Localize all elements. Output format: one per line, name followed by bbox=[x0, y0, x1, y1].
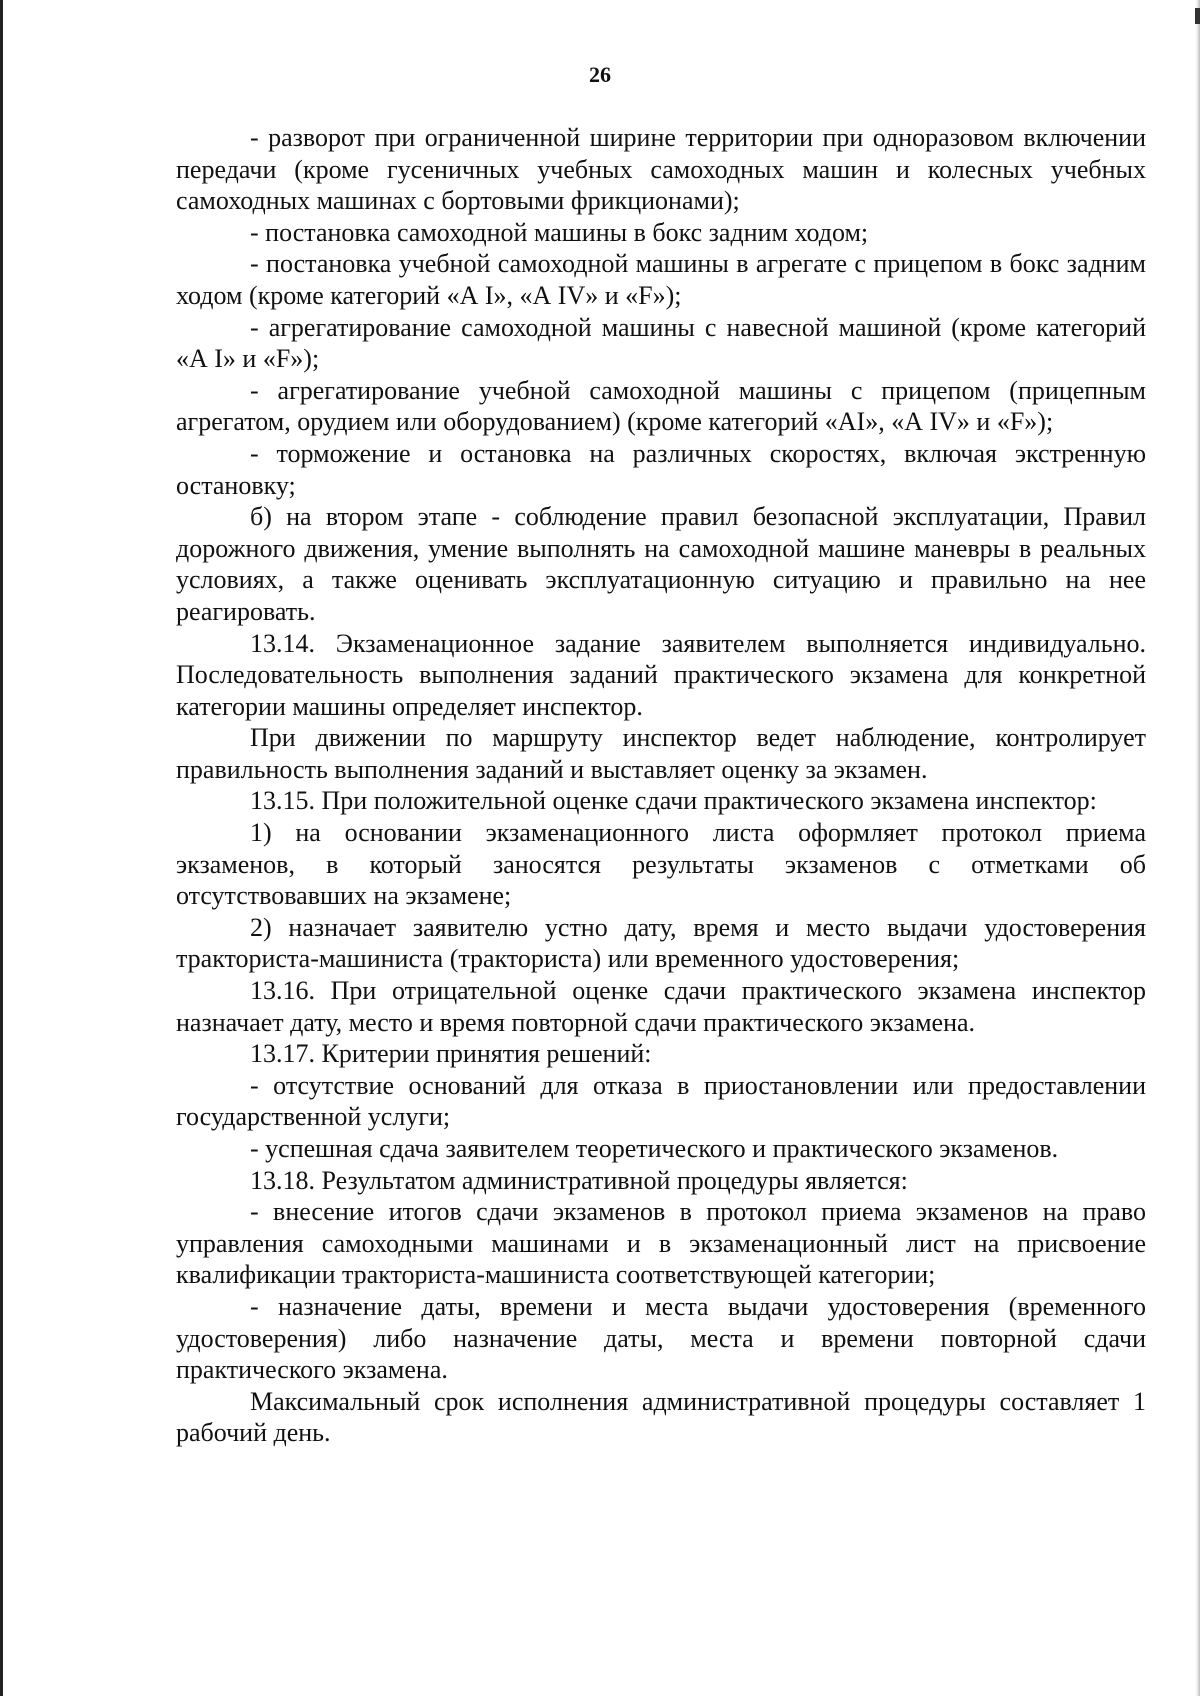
scan-border-right bbox=[1195, 0, 1200, 1696]
paragraph-route-observation: При движении по маршруту инспектор ведет наблюдение, контролирует правильность выполнения заданий и выставляет оценку за экзамен. bbox=[176, 723, 1146, 784]
paragraph-13-17: 13.17. Критерии принятия решений: bbox=[250, 1039, 652, 1069]
scan-border-left bbox=[0, 0, 3, 1696]
paragraph-hitch-mounted: - агрегатирование самоходной машины с навесной машиной (кроме категорий «А I» и «F»); bbox=[176, 312, 1146, 374]
page-number: 26 bbox=[589, 62, 611, 87]
paragraph-13-16: 13.16. При отрицательной оценке сдачи практического экзамена инспектор назначает дату, место и время повторной сдачи практического экзамена. bbox=[176, 976, 1146, 1037]
paragraph-second-stage: б) на втором этапе - соблюдение правил безопасной эксплуатации, Правил дорожного движения, умение выполнять на самоходной машине маневры в реальных условиях, а также оценивать эксплуатационную ситуацию и правильно на нее реагировать. bbox=[176, 502, 1146, 626]
paragraph-13-15: 13.15. При положительной оценке сдачи практического экзамена инспектор: bbox=[250, 786, 1097, 816]
paragraph-13-14: 13.14. Экзаменационное задание заявителем выполняется индивидуально. Последовательность выполнения заданий практического экзамена для конкретной категории машины определяет инспектор. bbox=[176, 628, 1146, 721]
paragraph-box-trailer: - постановка учебной самоходной машины в агрегате с прицепом в бокс задним ходом (кроме категорий «А I», «А IV» и «F»); bbox=[176, 249, 1146, 310]
paragraph-13-18: 13.18. Результатом административной процедуры является: bbox=[250, 1165, 908, 1195]
document-body bbox=[176, 122, 1146, 1449]
paragraph-u-turn: - разворот при ограниченной ширине территории при одноразовом включении передачи (кроме гусеничных учебных самоходных машин и колесных учебных самоходных машинах с бортовыми фрикционами); bbox=[176, 123, 1146, 216]
paragraph-13-15-item-1: 1) на основании экзаменационного листа оформляет протокол приема экзаменов, в который заносятся результаты экзаменов с отметками об отсутствовавших на экзамене; bbox=[176, 818, 1146, 911]
paragraph-braking: - торможение и остановка на различных скоростях, включая экстренную остановку; bbox=[176, 438, 1146, 500]
paragraph-box-reverse: - постановка самоходной машины в бокс задним ходом; bbox=[250, 217, 869, 247]
paragraph-criteria-1: - отсутствие оснований для отказа в приостановлении или предоставлении государственной услуги; bbox=[176, 1070, 1146, 1132]
paragraph-max-term: Максимальный срок исполнения административной процедуры составляет 1 рабочий день. bbox=[176, 1386, 1146, 1448]
paragraph-criteria-2: - успешная сдача заявителем теоретического и практического экзаменов. bbox=[250, 1134, 1059, 1163]
paragraph-result-1: - внесение итогов сдачи экзаменов в протокол приема экзаменов на право управления самоходными машинами и в экзаменационный лист на присвоение квалификации тракториста-машиниста соответствующей категории; bbox=[176, 1197, 1146, 1290]
paragraph-13-15-item-2: 2) назначает заявителю устно дату, время и место выдачи удостоверения тракториста-машиниста (тракториста) или временного удостоверения; bbox=[176, 912, 1146, 974]
paragraph-hitch-trailer: - агрегатирование учебной самоходной машины с прицепом (прицепным агрегатом, орудием или оборудованием) (кроме категорий «AI», «А IV» и «F»); bbox=[176, 375, 1146, 437]
paragraph-result-2: - назначение даты, времени и места выдачи удостоверения (временного удостоверения) либо назначение даты, места и времени повторной сдачи практического экзамена. bbox=[176, 1291, 1146, 1385]
scan-mark bbox=[1195, 8, 1200, 24]
